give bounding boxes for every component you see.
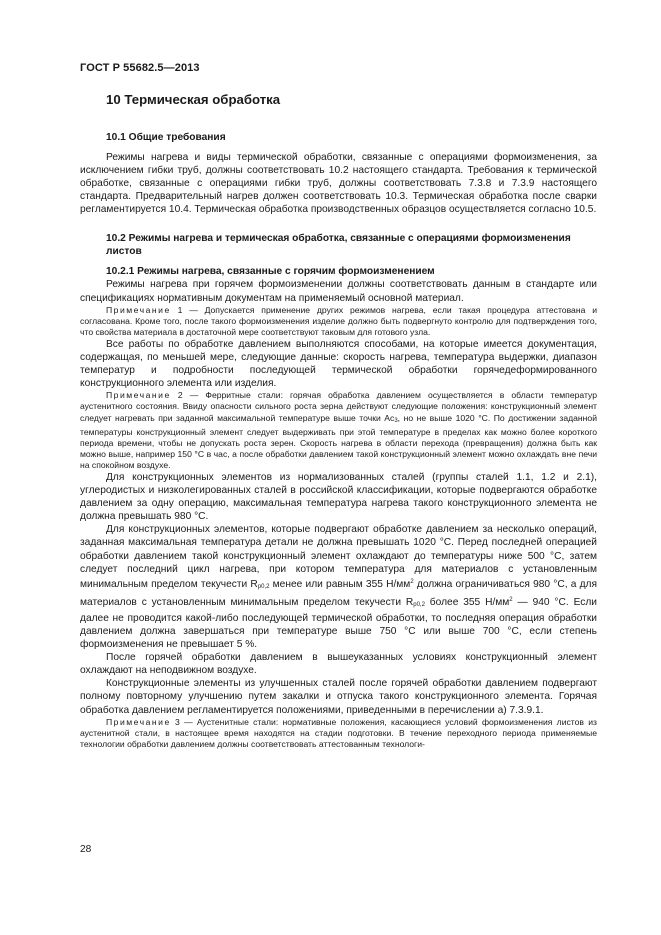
superscript: 2	[509, 596, 513, 603]
clause-10-2-1-paragraph-6: Конструкционные элементы из улучшенных сталей после горячей обработки давлением подвергают полному повторному улучшению путем закалки и отпуска такого конструкционного элемента. Горячая обработка давлением регламентируется положениями, приведенными в перечислении а) 7.3.9.1.	[80, 678, 597, 716]
superscript: 2	[410, 578, 414, 585]
text-run: более 355 Н/мм	[424, 596, 510, 608]
note-label: Примечание	[106, 716, 171, 727]
note-text: , но не выше 1020 °С. По достижении заданной температуры конструкционный элемент следует выдерживать при этой температуре в пределах как можно более короткого периода времени, чтобы не допускать роста зерен. Скорость нагрева в области перехода (превращения) должна быть как можно выше, например 150 °С в час, а после обработки давлением такой конструкционный элемент можно охлаждать вне печи на спокойном воздухе.	[80, 412, 597, 470]
clause-10-2-1-paragraph-1: Режимы нагрева при горячем формоизменении должны соответствовать данным в стандарте или спецификациях нормативным документам на применяемый основной материал.	[80, 279, 597, 304]
note-3	[80, 717, 597, 750]
subscript: 3	[394, 417, 398, 424]
clause-10-2-1-paragraph-2: Все работы по обработке давлением выполняются способами, на которые имеется документация, содержащая, по меньшей мере, следующие данные: скорость нагрева, температура выдержки, диапазон температур и подробности последующей термической обработки горячедеформированного конструкционного элемента или изделия.	[80, 338, 597, 390]
text-run: менее или равным 355 Н/мм	[269, 578, 411, 590]
note-label: Примечание	[106, 390, 171, 401]
clause-10-2-1-paragraph-3: Для конструкционных элементов из нормализованных сталей (группы сталей 1.1, 1.2 и 2.1), углеродистых и низколегированных сталей в российской классификации, которые подвергаются обработке давлением за одну операцию, максимальная температура нагрева такого конструкционного элемента не должна превышать 980 °С.	[80, 471, 597, 523]
clause-10-2-1-paragraph-5: После горячей обработки давлением в вышеуказанных условиях конструкционный элемент охлаждают на неподвижном воздухе.	[80, 652, 597, 677]
clause-10-2-1-paragraph-4	[80, 523, 597, 651]
text-run: — 940 °С. Если далее не проводится какой-либо последующей термической обработки, то последняя операция обработки давлением должна завершаться при температуре выше 750 °С или выше 700 °С, если степень формоизменения не превышает 5 %.	[80, 596, 597, 651]
note-label: Примечание	[106, 304, 171, 315]
standard-header: ГОСТ Р 55682.5—2013	[80, 62, 200, 74]
note-text: 1 — Допускается применение других режимов нагрева, если такая процедура аттестована и согласована. Кроме того, после такого формоизменения изделие должно быть подвергнуто контролю для подтверждения того, что свойства материала в достаточной мере соответствуют таковым для готового узла.	[80, 304, 597, 337]
subsection-10-1-text: Режимы нагрева и виды термической обработки, связанные с операциями формоизменения, за исключением гибки труб, должны соответствовать 10.2 настоящего стандарта. Требования к термической обработке, связанные с операциями гибки труб, должны соответствовать 7.3.8 и 7.3.9 настоящего стандарта. Предварительный нагрев должен соответствовать 10.3. Термическая обработка после сварки регламентируется 10.4. Термическая обработка производственных образцов осуществляется согласно 10.5.	[80, 152, 597, 216]
clause-10-2-1-title: 10.2.1 Режимы нагрева, связанные с горячим формоизменением	[106, 266, 435, 278]
subscript: p0,2	[257, 583, 270, 590]
subscript: p0,2	[413, 601, 425, 608]
note-text: 2 — Ферритные стали: горячая обработка давлением осуществляется в области температур аустенитного состояния. Ввиду опасности сильного роста зерна действуют следующие положения: конструкционный элемент следует нагревать при заданной максимальной температуре выше точки Ac	[80, 390, 597, 423]
note-1	[80, 305, 597, 338]
page-number: 28	[80, 844, 92, 855]
section-title: 10 Термическая обработка	[106, 92, 281, 107]
text-run: Для конструкционных элементов, которые подвергают обработке давлением за несколько операций, заданная максимальная температура детали не должна превышать 1020 °С. Перед последней операцией обработки давлением такой конструкционный элемент охлаждают до температуры ниже 500 °С, затем следует последний цикл нагрева, при котором температура для материалов с установленным минимальным пределом текучести R	[80, 524, 597, 590]
text-run: должна ограничиваться 980 °С, а для материалов с установленным минимальным пределом текучести R	[80, 578, 597, 608]
note-text: 3 — Аустенитные стали: нормативные положения, касающиеся условий формоизменения листов из аустенитной стали, в настоящее время находятся на стадии подготовки. В течение переходного периода применяемые технологии обработки давлением должны соответствовать аттестованным технологи-	[80, 716, 597, 749]
subsection-10-1-title: 10.1 Общие требования	[106, 132, 226, 143]
note-2	[80, 390, 597, 471]
subsection-10-2-title: 10.2 Режимы нагрева и термическая обработка, связанные с операциями формоизменения листов	[106, 233, 571, 258]
page-content	[80, 92, 597, 750]
